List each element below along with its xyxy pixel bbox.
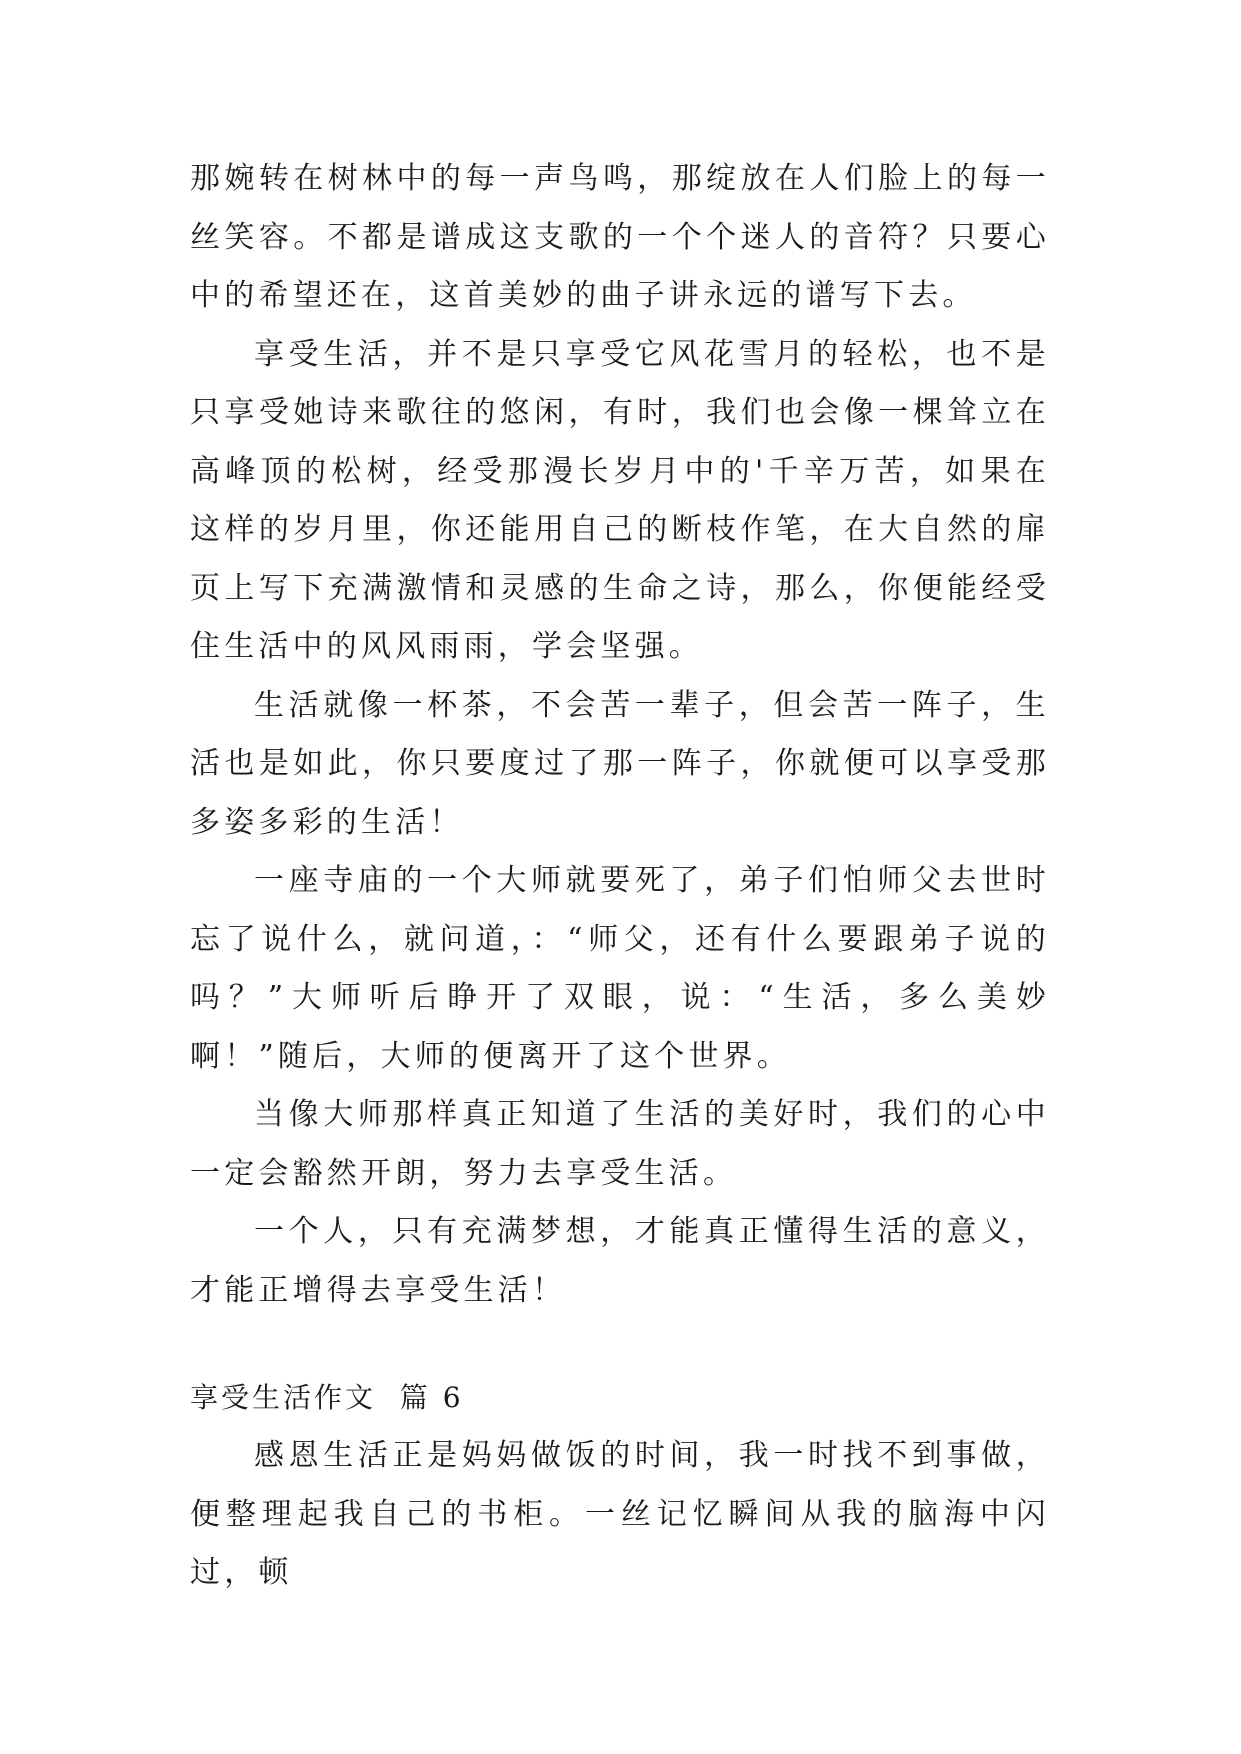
paragraph-tea: 生活就像一杯茶，不会苦一辈子，但会苦一阵子，生活也是如此，你只要度过了那一阵子，你就便可以享受那多姿多彩的生活！: [190, 687, 1050, 840]
essay-body-top: [190, 150, 1050, 1320]
paragraph-gratitude: 感恩生活正是妈妈做饭的时间，我一时找不到事做，便整理起我自己的书柜。一丝记忆瞬间从我的脑海中闪过，顿: [190, 1438, 1050, 1590]
paragraph-birdsong: 那婉转在树林中的每一声鸟鸣，那绽放在人们脸上的每一丝笑容。不都是谱成这支歌的一个个迷人的音符？只要心中的希望还在，这首美妙的曲子讲永远的谱写下去。: [190, 161, 1050, 313]
paragraph-realization: 当像大师那样真正知道了生活的美好时，我们的心中一定会豁然开朗，努力去享受生活。: [190, 1097, 1050, 1191]
paragraph-master: 一座寺庙的一个大师就要死了，弟子们怕师父去世时忘了说什么，就问道，：“师父，还有什么要跟弟子说的吗？”大师听后睁开了双眼，说：“生活，多么美妙啊！”随后，大师的便离开了这个世界。: [190, 863, 1050, 1074]
section-heading: 享受生活作文 篇 6: [190, 1381, 464, 1414]
paragraph-dream: 一个人，只有充满梦想，才能真正懂得生活的意义，才能正增得去享受生活！: [190, 1214, 1050, 1308]
paragraph-enjoy-life: 享受生活，并不是只享受它风花雪月的轻松，也不是只享受她诗来歌往的悠闲，有时，我们也会像一棵耸立在高峰顶的松树，经受那漫长岁月中的'千辛万苦，如果在这样的岁月里，你还能用自己的断枝作笔，在大自然的扉页上写下充满激情和灵感的生命之诗，那么，你便能经受住生活中的风风雨雨，学会坚强。: [190, 336, 1050, 664]
essay-body-bottom: [190, 1427, 1050, 1603]
